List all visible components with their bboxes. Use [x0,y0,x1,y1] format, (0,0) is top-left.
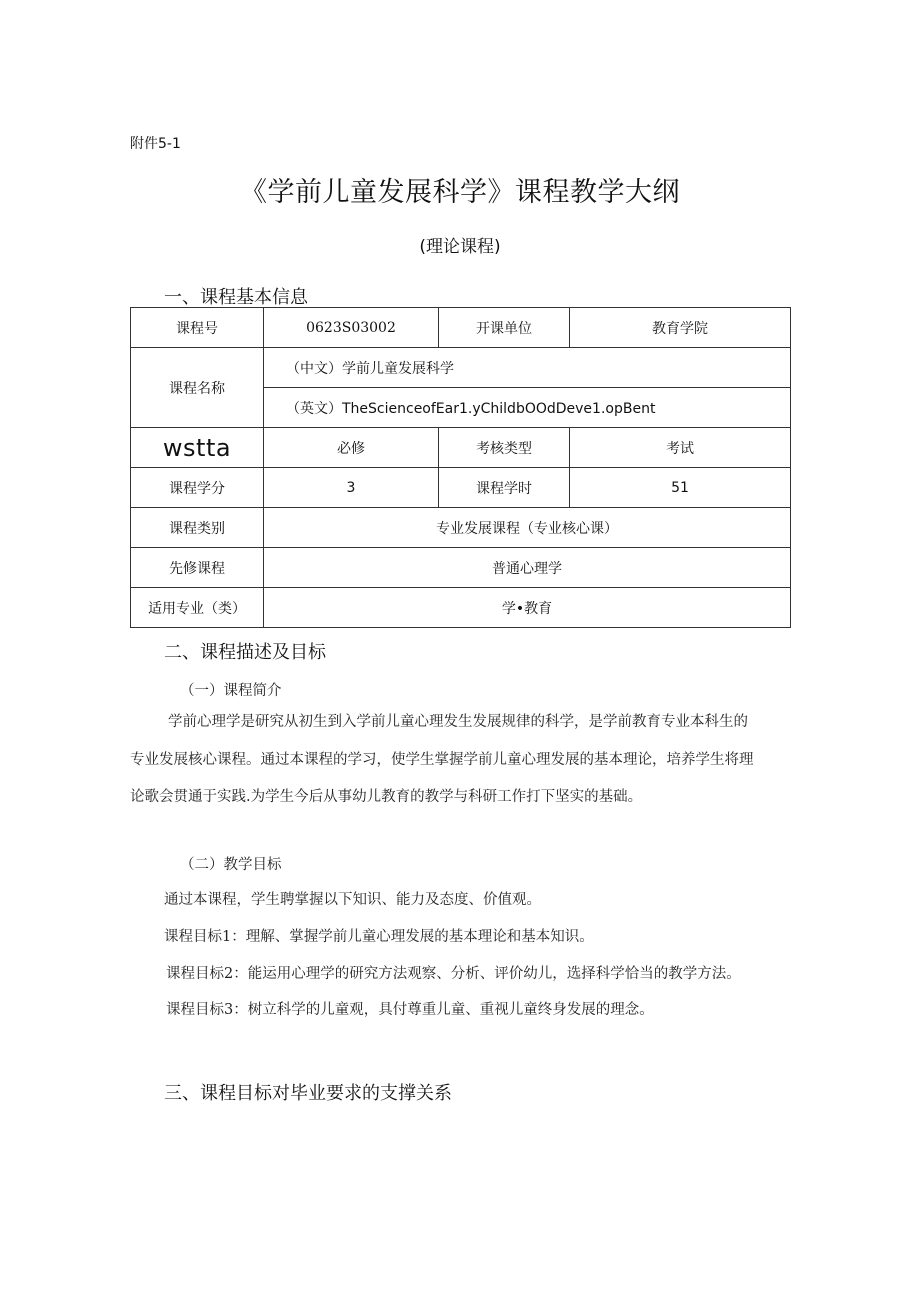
document-title: 《学前儿童发展科学》课程教学大纲 [240,177,680,208]
credits-label: 课程学分 [131,468,264,508]
goals-intro: 通过本课程，学生聘掌握以下知识、能力及态度、价值观。 [164,892,541,908]
section3-heading: 三、课程目标对毕业要求的支撑关系 [164,1083,452,1104]
intro-line-2: 专业发展核心课程。通过本课程的学习，使学生掌握学前儿童心理发展的基本理论，培养学生将理 [130,752,754,768]
assessment-value: 考试 [570,428,791,468]
table-row [131,308,791,348]
goal-3: 课程目标3：树立科学的儿童观，具付尊重儿童、重视儿童终身发展的理念。 [166,1002,654,1018]
intro-line-1: 学前心理学是研究从初生到入学前儿童心理发生发展规律的科学，是学前教育专业本科生的 [168,714,748,730]
offering-unit-value: 教育学院 [570,308,791,348]
section1-heading: 一、课程基本信息 [164,287,308,308]
course-code-label: 课程号 [131,308,264,348]
category-label: 课程类别 [131,508,264,548]
credits-value: 3 [264,468,439,508]
goals-heading: （二）教学目标 [180,857,282,873]
table-row [131,548,791,588]
major-value: 学•教育 [264,588,791,628]
course-info-table [130,307,791,628]
section2-heading: 二、课程描述及目标 [164,642,326,663]
document-subtitle: (理论课程) [419,237,501,257]
course-name-label: 课程名称 [131,348,264,428]
prerequisite-value: 普通心理学 [264,548,791,588]
major-label: 适用专业（类） [131,588,264,628]
offering-unit-label: 开课单位 [439,308,570,348]
table-row [131,588,791,628]
hours-value: 51 [570,468,791,508]
goal-2: 课程目标2：能运用心理学的研究方法观察、分析、评价幼儿，选择科学恰当的教学方法。 [166,966,741,982]
goal-1: 课程目标1：理解、掌握学前儿童心理发展的基本理论和基本知识。 [164,929,594,945]
hours-label: 课程学时 [439,468,570,508]
intro-line-3: 论歌会贯通于实践.为学生今后从事幼儿教育的教学与科研工作打下坚实的基础。 [130,789,643,805]
course-name-en: （英文）TheScienceofEar1.yChildbOOdDeve1.opBent [264,388,791,428]
attachment-label: 附件5-1 [130,136,181,152]
course-nature-label: wstta [131,428,264,468]
table-row [131,508,791,548]
category-value: 专业发展课程（专业核心课） [264,508,791,548]
course-name-cn: （中文）学前儿童发展科学 [264,348,791,388]
table-row [131,428,791,468]
intro-heading: （一）课程简介 [180,683,282,699]
table-row [131,468,791,508]
prerequisite-label: 先修课程 [131,548,264,588]
table-row [131,348,791,388]
course-nature-value: 必修 [264,428,439,468]
assessment-label: 考核类型 [439,428,570,468]
course-code-value: 0623S03002 [264,308,439,348]
